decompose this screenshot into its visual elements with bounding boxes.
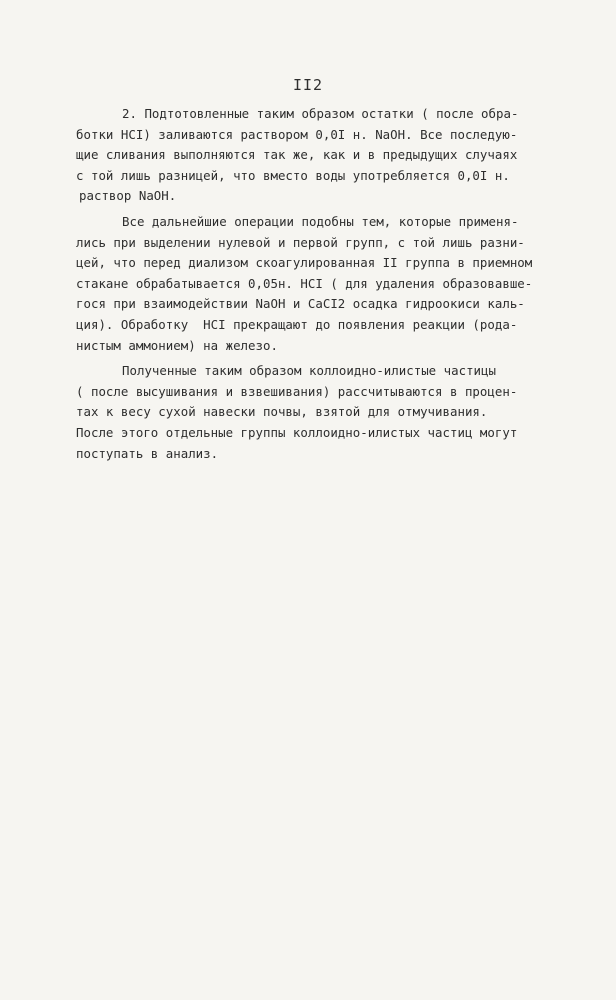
text-line: ботки HCI) заливаются раствором 0,0I н. NaOH. Все последую- <box>76 126 518 142</box>
text-line: Все дальнейшие операции подобны тем, которые применя- <box>122 213 519 229</box>
text-line: Полученные таким образом коллоидно-илистые частицы <box>122 363 496 379</box>
text-line: цей, что перед диализом скоагулированная II группа в приемном <box>76 255 533 271</box>
text-line: стакане обрабатывается 0,05н. HCI ( для удаления образовавше- <box>76 275 533 291</box>
text-line: 2. Подтотовленные таким образом остатки ( после обра- <box>122 106 519 121</box>
body-text <box>76 104 576 464</box>
text-line: ( после высушивания и взвешивания) рассчитываются в процен- <box>76 383 518 399</box>
text-line: ция). Обработку HCI прекращают до появления реакции (рода- <box>76 316 518 332</box>
text-line: После этого отдельные группы коллоидно-илистых частиц могут <box>76 424 518 440</box>
text-line: тах к весу сухой навески почвы, взятой для отмучивания. <box>76 404 488 420</box>
paragraph-2 <box>76 212 576 356</box>
text-line: нистым аммонием) на железо. <box>76 337 278 353</box>
paragraph-1 <box>76 104 576 207</box>
page-number: II2 <box>292 76 324 94</box>
text-line: гося при взаимодействии NaOH и CaCI2 осадка гидроокиси каль- <box>76 296 525 312</box>
paragraph-3 <box>76 361 576 464</box>
text-line: поступать в анализ. <box>76 445 219 461</box>
text-line: щие сливания выполняются так же, как и в предыдущих случаях <box>76 147 518 163</box>
text-line: с той лишь разницей, что вместо воды употребляется 0,0I н. <box>76 167 510 183</box>
text-line: раствор NaOH. <box>79 188 177 204</box>
text-line: лись при выделении нулевой и первой групп, с той лишь разни- <box>76 234 525 250</box>
